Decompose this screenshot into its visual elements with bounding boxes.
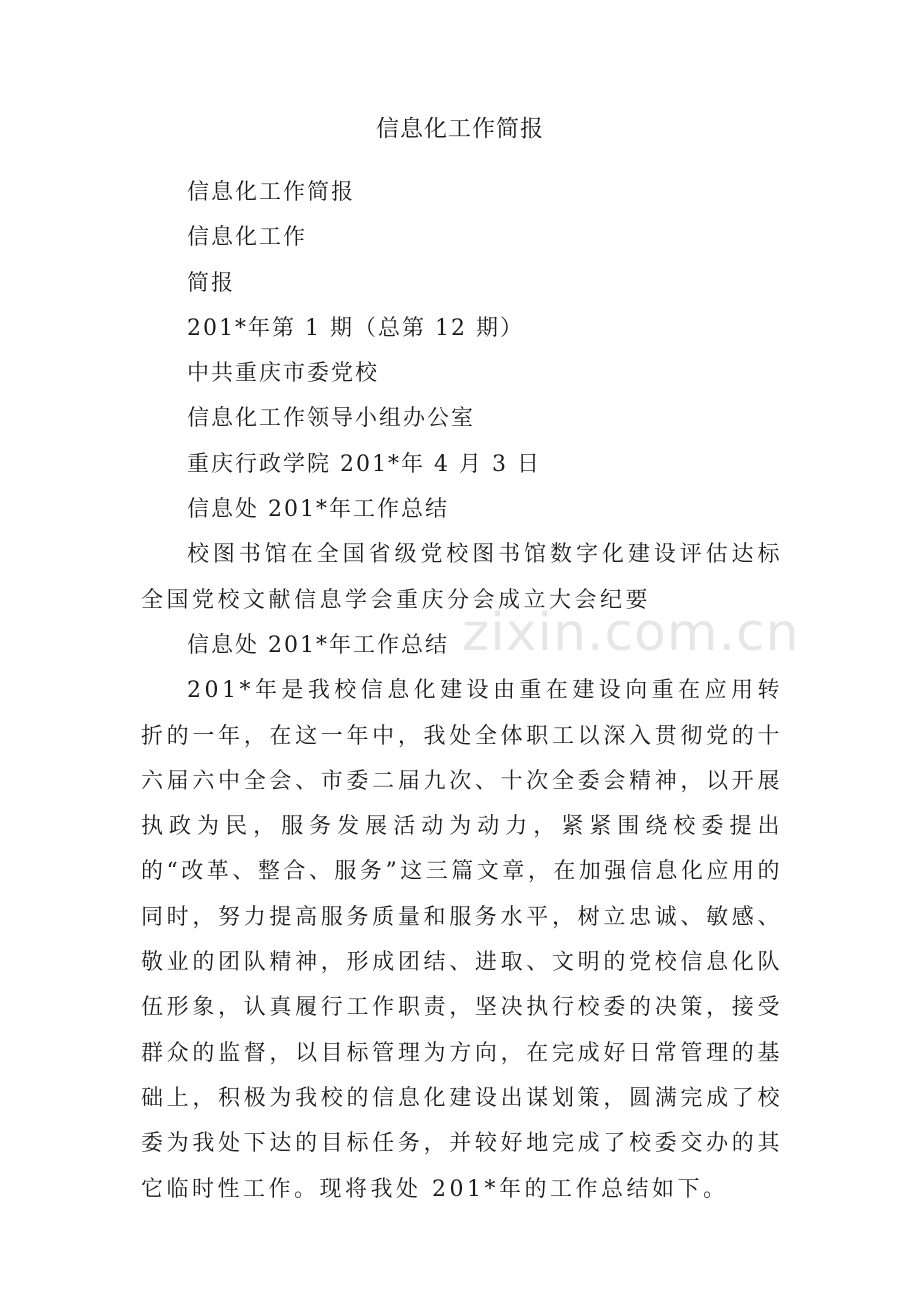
organization-line: 中共重庆市委党校 [187,361,380,387]
office-line: 信息化工作领导小组办公室 [187,406,476,432]
document-body [141,170,783,1212]
section-heading: 信息处 201*年工作总结 [187,632,449,658]
text-line: 简报 [187,270,236,296]
body-paragraph: 校图书馆在全国省级党校图书馆数字化建设评估达标全国党校文献信息学会重庆分会成立大会纪要 [141,542,783,613]
date-line: 重庆行政学院 201*年 4 月 3 日 [187,451,541,477]
issue-number-line: 201*年第 1 期（总第 12 期） [187,315,524,341]
text-line: 信息化工作简报 [187,180,356,205]
body-paragraph: 201*年是我校信息化建设由重在建设向重在应用转折的一年，在这一年中，我处全体职工以深入贯彻党的十六届六中全会、市委二届九次、十次全委会精神，以开展执政为民，服务发展活动为动力，紧紧围绕校委提出的“改革、整合、服务”这三篇文章，在加强信息化应用的同时，努力提高服务质量和服务水平，树立忠诚、敏感、敬业的团队精神，形成团结、进取、文明的党校信息化队伍形象，认真履行工作职责，坚决执行校委的决策，接受群众的监督，以目标管理为方向，在完成好日常管理的基础上，积极为我校的信息化建设出谋划策，圆满完成了校委为我处下达的目标任务，并较好地完成了校委交办的其它临时性工作。现将我处 201*年的工作总结如下。 [141,678,783,1202]
section-heading: 信息处 201*年工作总结 [187,497,449,523]
watermark: zixin.com.cn [462,603,800,663]
page-title: 信息化工作简报 [376,116,544,142]
text-line: 信息化工作 [187,225,308,251]
